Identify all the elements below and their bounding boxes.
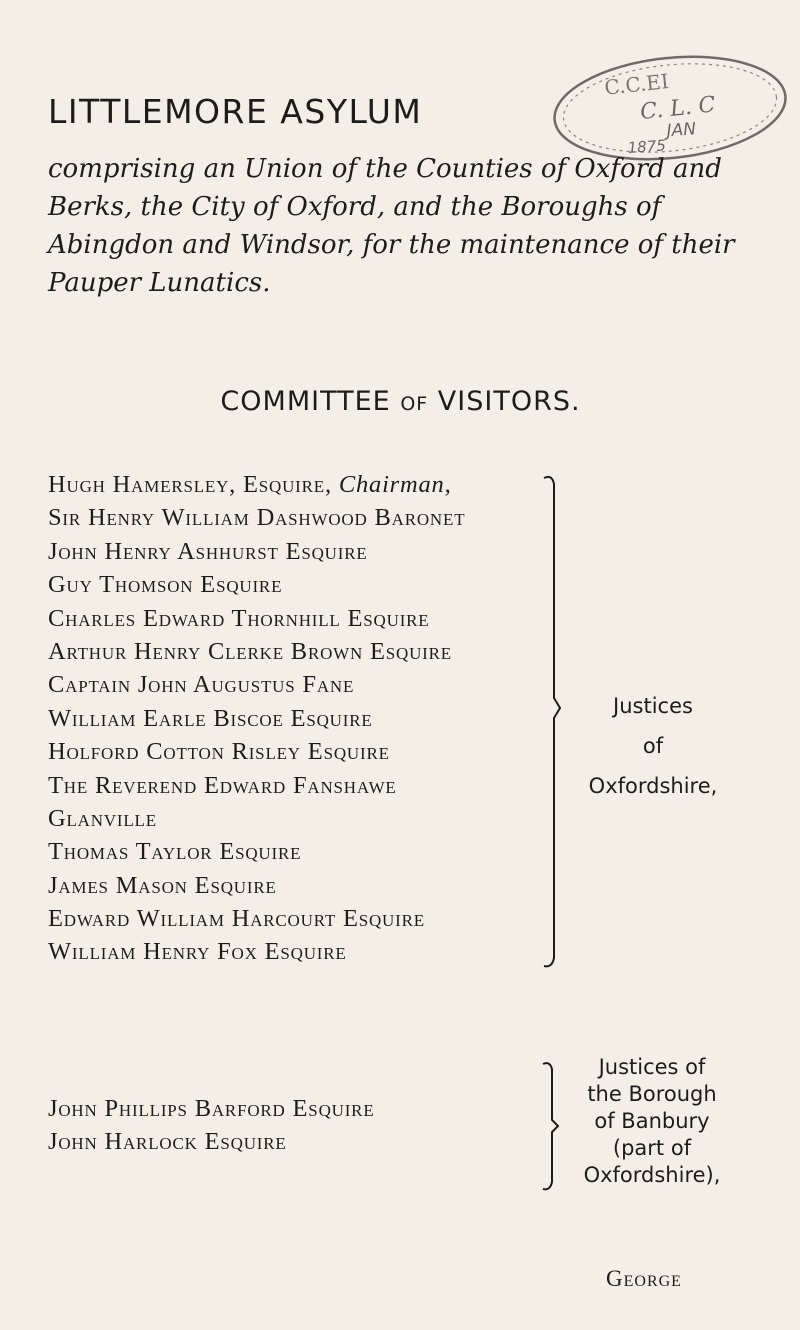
member-name: Hugh Hamersley, Esquire, — [48, 471, 339, 498]
member-line: Arthur Henry Clerke Brown Esquire — [48, 637, 452, 665]
committee-heading-of: OF — [400, 393, 429, 415]
member-line: The Reverend Edward Fanshawe — [48, 771, 397, 799]
member-line: Holford Cotton Risley Esquire — [48, 738, 390, 766]
asylum-description — [48, 150, 748, 302]
intro-line: Berks, the City of Oxford, and the Boroughs of — [48, 192, 662, 222]
label-line: Justices of — [598, 1055, 706, 1079]
label-line: of — [642, 734, 664, 758]
member-role: Chairman, — [338, 471, 452, 498]
intro-line: Abingdon and Windsor, for the maintenance of their — [48, 230, 735, 260]
member-line: Thomas Taylor Esquire — [48, 838, 302, 866]
stamp-top-text: C.C.EI — [603, 69, 670, 100]
banbury-justices-label — [562, 1054, 742, 1189]
oxfordshire-brace — [540, 470, 570, 970]
member-line: Glanville — [48, 804, 157, 832]
stamp-mid-text: C. L. C — [639, 92, 717, 126]
label-line: the Borough — [587, 1082, 717, 1106]
oxfordshire-justices-list — [48, 468, 548, 969]
stamp-year: 1875 — [627, 136, 667, 158]
member-line: John Henry Ashhurst Esquire — [48, 537, 368, 565]
label-line: (part of — [612, 1136, 692, 1160]
member-line: James Mason Esquire — [48, 871, 277, 899]
oxfordshire-justices-label — [578, 686, 728, 806]
library-stamp — [545, 50, 795, 162]
member-line: Captain John Augustus Fane — [48, 671, 355, 699]
intro-line: Pauper Lunatics. — [48, 268, 271, 298]
member-line: John Phillips Barford Esquire — [48, 1095, 375, 1122]
stamp-month: JAN — [665, 119, 697, 142]
member-line: Guy Thomson Esquire — [48, 571, 283, 599]
committee-heading-end: VISITORS. — [437, 386, 581, 417]
member-line: William Earle Biscoe Esquire — [48, 704, 373, 732]
member-line: William Henry Fox Esquire — [48, 938, 347, 966]
label-line: Oxfordshire, — [588, 774, 718, 798]
member-line: John Harlock Esquire — [48, 1128, 287, 1155]
label-line: of Banbury — [594, 1109, 710, 1133]
label-line: Oxfordshire), — [583, 1163, 721, 1187]
intro-line: comprising an Union of the Counties of Oxford and — [48, 154, 722, 184]
banbury-justices-list — [48, 1092, 375, 1158]
member-line — [48, 468, 548, 501]
member-line: Edward William Harcourt Esquire — [48, 905, 425, 933]
label-line: Justices — [613, 694, 693, 718]
member-line: Sir Henry William Dashwood Baronet — [48, 504, 466, 532]
catchword: George — [606, 1266, 682, 1291]
member-line: Charles Edward Thornhill Esquire — [48, 604, 430, 632]
document-title: LITTLEMORE ASYLUM — [48, 92, 423, 131]
committee-heading-main: COMMITTEE — [220, 386, 391, 417]
committee-heading — [48, 386, 753, 417]
